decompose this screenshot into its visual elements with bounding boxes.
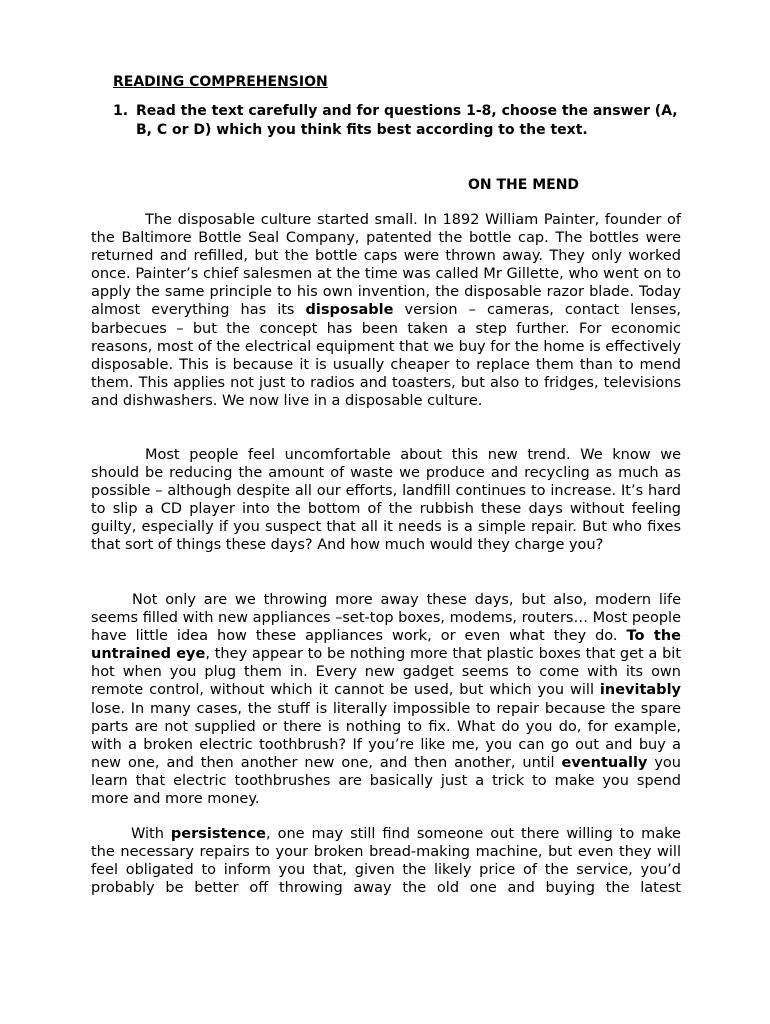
keyword-inevitably: inevitably [599, 682, 681, 699]
paragraph-3 [91, 591, 681, 808]
instruction-number: 1. [113, 103, 129, 119]
paragraph-1-text-a: The disposable culture started small. In 1892 William Painter, founder of the Baltimore Bottle Seal Company, patented the bottle cap. The bottles were returned and refilled, but the bottle caps were thrown away. They only worked once. Painter’s chief salesmen at the time was called Mr Gillette, who went on to apply the same principle to his own invention, the disposable razor blade. Today almost everything has its [91, 212, 681, 319]
keyword-untrained-eye: To the untrained eye [91, 628, 681, 663]
paragraph-4-text-c: , one may still find someone out there willing to make the necessary repairs to your broken bread-making machine, but even they will feel obligated to inform you that, given the likely price of the service, you’d probably be better off throwing away the old one and buying the latest [91, 826, 681, 897]
paragraph-3-text-a: Not only are we throwing more away these days, but also, modern life seems filled with new appliances –set-top boxes, modems, routers… Most people have little idea how these appliances work, or even what they do. [91, 592, 681, 645]
paragraph-3-text-c: , they appear to be nothing more that plastic boxes that get a bit hot when you plug them in. Every new gadget seems to come with its own remote control, without which it cannot be used, but which you will [91, 646, 682, 699]
instruction-text: Read the text carefully and for questions 1-8, choose the answer (A, B, C or D) which you think fits best according to the text. [136, 103, 678, 138]
paragraph-4 [91, 825, 681, 897]
paragraph-4-text-a: With [131, 826, 171, 842]
paragraph-3-text-e: lose. In many cases, the stuff is literally impossible to repair because the spare parts are not supplied or there is nothing to fix. What do you do, for example, with a broken electric toothbrush? If you’re like me, you can go out and buy a new one, and then another new one, and then another, until [91, 700, 681, 771]
paragraph-1 [91, 211, 681, 410]
keyword-disposable: disposable [305, 302, 394, 319]
section-heading: READING COMPREHENSION [113, 74, 328, 90]
paragraph-2: Most people feel uncomfortable about this new trend. We know we should be reducing the amount of waste we produce and recycling as much as possible – although despite all our efforts, landfill continues to increase. It’s hard to slip a CD player into the bottom of the rubbish these days without feeling guilty, especially if you suspect that all it needs is a simple repair. But who fixes that sort of things these days? And how much would they charge you? [91, 447, 681, 554]
paragraph-3-text-g: you learn that electric toothbrushes are basically just a trick to make you spend more and more money. [91, 754, 681, 808]
keyword-eventually: eventually [561, 754, 648, 771]
keyword-persistence: persistence [170, 826, 267, 842]
paragraph-1-text-c: version – cameras, contact lenses, barbecues – but the concept has been taken a step further. For economic reasons, most of the electrical equipment that we buy for the home is effectively disposable. This is because it is usually cheaper to replace them than to mend them. This applies not just to radios and toasters, but also to fridges, televisions and dishwashers. We now live in a disposable culture. [91, 302, 681, 409]
passage-title: ON THE MEND [468, 177, 580, 193]
instruction [113, 102, 683, 140]
